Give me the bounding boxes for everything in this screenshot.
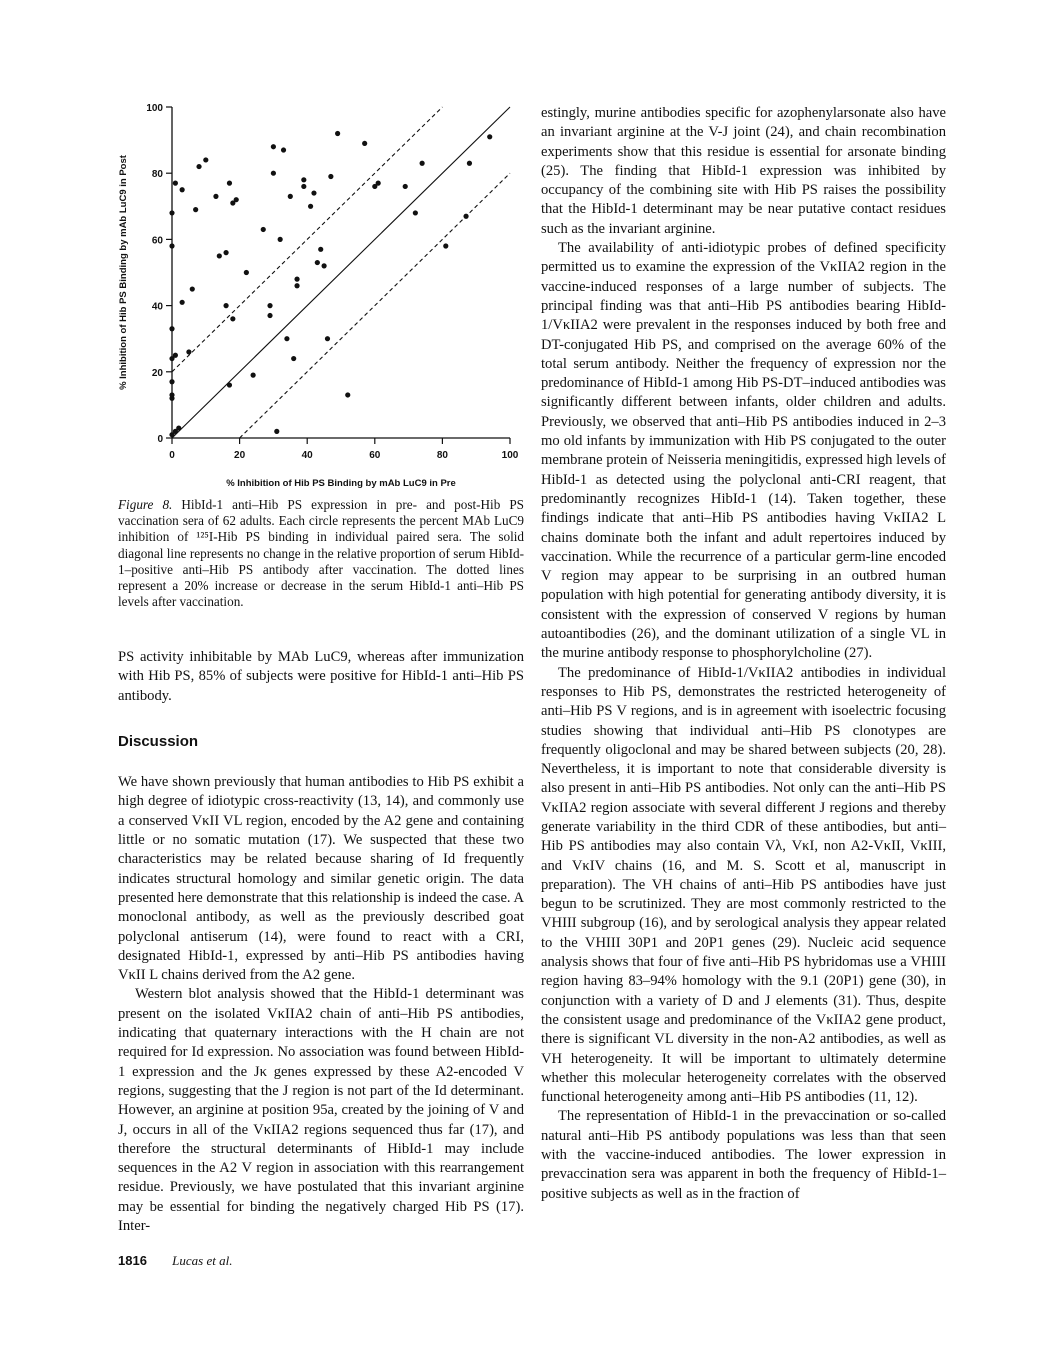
data-point [271, 171, 276, 176]
x-tick-label: 20 [234, 450, 246, 461]
data-point [173, 353, 178, 358]
y-tick-label: 0 [157, 434, 163, 445]
y-tick-label: 20 [151, 367, 163, 379]
data-point [180, 187, 185, 192]
dotted-reference-line [172, 107, 442, 372]
identity-line [172, 107, 510, 438]
x-tick-label: 0 [169, 450, 175, 461]
data-point [281, 147, 286, 152]
data-point [322, 263, 327, 268]
data-point [213, 194, 218, 199]
data-point [325, 336, 330, 341]
paragraph: PS activity inhibitable by MAb LuC9, whereas after immunization with Hib PS, 85% of subjects were positive for HibId-1 anti–Hib PS antibody. [118, 649, 524, 704]
data-point [190, 286, 195, 291]
data-point [169, 210, 174, 215]
data-point [186, 349, 191, 354]
y-axis-title: % Inhibition of Hib PS Binding by mAb LuC9 in Post [118, 155, 129, 390]
data-point [223, 303, 228, 308]
data-point [335, 131, 340, 136]
data-point [376, 181, 381, 186]
section-heading-discussion: Discussion [118, 732, 199, 750]
data-point [271, 144, 276, 149]
data-point [230, 316, 235, 321]
left-column [118, 648, 524, 1236]
data-point [294, 277, 299, 282]
data-point [169, 392, 174, 397]
data-point [308, 204, 313, 209]
data-point [311, 190, 316, 195]
data-point [193, 207, 198, 212]
data-point [288, 194, 293, 199]
data-point [176, 425, 181, 430]
data-point [413, 210, 418, 215]
scatter-figure [112, 95, 532, 495]
scatter-plot [112, 95, 532, 495]
data-point [278, 237, 283, 242]
data-point [328, 174, 333, 179]
data-point [196, 164, 201, 169]
data-point [362, 141, 367, 146]
data-point [227, 382, 232, 387]
paragraph: The availability of anti-idiotypic probes of defined specificity permitted us to examine the expression of the VκIIA2 region in the vaccine-induced responses of a large number of subjects. The principal finding was that anti–Hib PS antibodies bearing HibId-1/VκIIA2 were prevalent in the responses induced by both free and DT-conjugated Hib PS, and comprised on the average 60% of the total serum antibody. Neither the frequency of expression nor the predominance of HibId-1 among Hib PS-DT–induced antibodies was significantly different between infants, older children and adults. Previously, we observed that anti–Hib PS antibodies induced in 2–3 mo old infants by immunization with Hib PS conjugated to the outer membrane protein of Neisseria meningitidis, expressed high levels of HibId-1 as detected using the polyclonal anti-CRI reagent, that predominantly recognizes HibId-1 (14). Taken together, these findings indicate that anti–Hib PS antibodies having VκIIA2 L chains dominate both the infant and adult repertoires induced by vaccination. While the recurrence of a particular germ-line encoded V region may appear to be surprising in an outbred human population with high potential for generating antibody diversity, it is consistent with the expression of conserved V regions by human autoantibodies (26), and the dominant utilization of a single VL in the murine antibody response to phosphorylcholine (27). [541, 240, 946, 662]
data-point [244, 270, 249, 275]
data-point [261, 227, 266, 232]
data-point [318, 247, 323, 252]
data-point [467, 161, 472, 166]
data-point [301, 184, 306, 189]
x-tick-label: 60 [369, 450, 381, 461]
y-tick-label: 80 [151, 169, 163, 181]
page-number: 1816 [118, 1253, 147, 1268]
data-point [267, 313, 272, 318]
data-point [284, 336, 289, 341]
x-tick-label: 100 [501, 450, 519, 461]
data-point [294, 283, 299, 288]
data-point [251, 373, 256, 378]
data-point [169, 243, 174, 248]
page-footer [118, 1253, 232, 1269]
x-tick-label: 80 [436, 450, 448, 461]
data-point [203, 157, 208, 162]
paragraph: estingly, murine antibodies specific for azophenylarsonate also have an invariant arginine at the V-J joint (24), and chain recombination experiments show that this residue is essential for arsonate binding (25). The finding that HibId-1 expression was inhibited by occupancy of the combining site with Hib PS raises the possibility that the HibId-1 determinant may be near putative contact residues such as the invariant arginine. [541, 105, 946, 237]
data-point [173, 181, 178, 186]
data-point [169, 379, 174, 384]
data-point [487, 134, 492, 139]
paragraph: Western blot analysis showed that the HibId-1 determinant was present on the isolated VκIIA2 chain of anti–Hib PS antibodies, indicating that quaternary interactions with the H chain are not required for Id expression. No association was found between HibId-1 expression and the Jκ genes expressed by these A2-encoded V regions, suggesting that the J region is not part of the Id determinant. However, an arginine at position 95a, created by the joining of V and J, occurs in all of the VκIIA2 regions sequenced thus far (17), and therefore the structural determinants of HibId-1 may include sequences in the A2 V region in association with this rearrangement residue. Previously, we have postulated that this invariant arginine may be essential for binding the negatively charged Hib PS (17). Inter- [118, 986, 524, 1235]
data-point [345, 392, 350, 397]
data-point [291, 356, 296, 361]
data-point [267, 303, 272, 308]
x-tick-label: 40 [301, 450, 313, 461]
dotted-reference-line [240, 173, 510, 438]
data-point [315, 260, 320, 265]
data-point [223, 250, 228, 255]
data-point [301, 177, 306, 182]
figure-caption [118, 497, 524, 610]
y-tick-label: 100 [146, 103, 163, 114]
data-point [420, 161, 425, 166]
paragraph: The predominance of HibId-1/VκIIA2 antibodies in individual responses to Hib PS, demonstrates the restricted heterogeneity of anti–Hib PS V regions, and is in agreement with isoelectric focusing studies showing that individual anti–Hib PS clonotypes are frequently oligoclonal and may be shared between subjects (20, 28). Nevertheless, it is important to note that considerable diversity is also present in anti–Hib PS antibodies. Not only can the anti–Hib PS VκIIA2 region associate with several different J regions and thereby generate variability in the third CDR of these antibodies, but anti–Hib PS antibodies may also contain Vλ, VκI, non A2-VκII, VκIII, and VκIV chains (16, and M. S. Scott et al, manuscript in preparation). The VH chains of anti–Hib PS antibodies have just begun to be scrutinized. They are most commonly restricted to the VHIII subgroup (16), and by serological analysis they appear related to the VHIII 30P1 and 20P1 genes (29). Nucleic acid sequence analysis shows that four of five anti–Hib PS hybridomas use a VHIII region having 83–94% homology with the 9.1 (20P1) gene (30), in conjunction with a variety of D and J elements (31). Thus, despite the consistent usage and predominance of the VκIIA2 gene product, there is significant VL diversity in the non-A2 antibodies, as well as VH heterogeneity. It will be important to ultimately determine whether this molecular heterogeneity correlates with the observed functional heterogeneity among anti–Hib PS antibodies (11, 12). [541, 664, 946, 1106]
data-point [403, 184, 408, 189]
x-axis-title: % Inhibition of Hib PS Binding by mAb LuC9 in Pre [226, 478, 456, 489]
running-head: Lucas et al. [172, 1253, 233, 1268]
data-point [227, 181, 232, 186]
figure-caption-text: HibId-1 anti–Hib PS expression in pre- and post-Hib PS vaccination sera of 62 adults. Each circle represents the percent MAb LuC9 inhibition of ¹²⁵I-Hib PS binding in individual paired sera. The solid diagonal line represents no change in the relative proportion of serum HibId-1–positive anti–Hib PS antibody after vaccination. The dotted lines represent a 20% increase or decrease in the serum HibId-1 anti–Hib PS levels after vaccination. [118, 497, 525, 610]
data-point [443, 243, 448, 248]
data-point [169, 326, 174, 331]
data-point [217, 253, 222, 258]
right-column [541, 104, 946, 1204]
figure-caption-label: Figure 8. [118, 497, 173, 512]
data-point [274, 429, 279, 434]
paragraph: We have shown previously that human antibodies to Hib PS exhibit a high degree of idiotypic cross-reactivity (13, 14), and commonly use a conserved VκII VL region, encoded by the A2 gene and containing little or no somatic mutation (17). We suspected that these two characteristics may be related because sharing of Id frequently indicates structural homology and similar genetic origin. The data presented here demonstrate that this relationship is indeed the case. A monoclonal antibody, as well as the previously described goat polyclonal antiserum (14), were found to react with a CRI, designated HibId-1, expressed by anti–Hib PS antibodies having VκII L chains derived from the A2 gene. [118, 774, 524, 984]
y-tick-label: 40 [151, 301, 163, 313]
paragraph: The representation of HibId-1 in the prevaccination or so-called natural anti–Hib PS antibody populations was less than that seen with the vaccine-induced antibodies. The lower expression in prevaccination sera was apparent in both the frequency of HibId-1–positive subjects as well as in the fraction of [541, 1108, 946, 1202]
data-point [463, 214, 468, 219]
y-tick-label: 60 [151, 235, 163, 247]
data-point [180, 300, 185, 305]
data-point [234, 197, 239, 202]
